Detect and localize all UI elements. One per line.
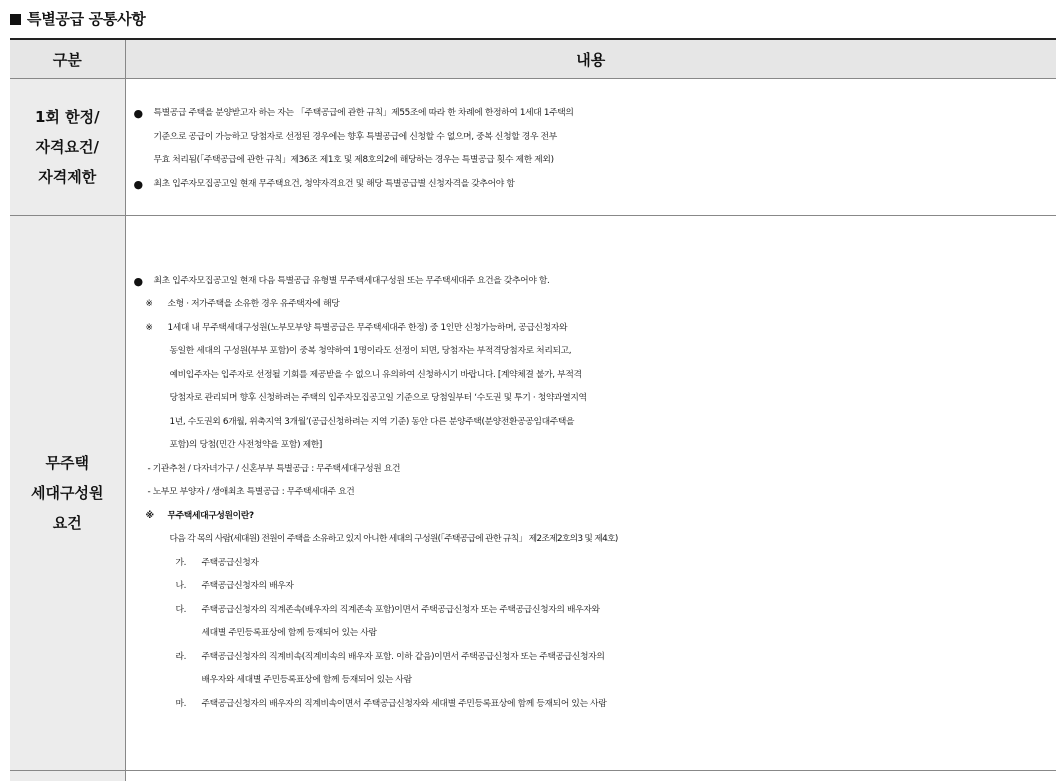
section-title-text: 특별공급 공통사항 <box>27 10 145 28</box>
list-item <box>126 599 1057 623</box>
definition-title <box>126 505 1057 529</box>
common-matters-table <box>10 38 1056 781</box>
row-label-next <box>10 771 125 781</box>
bullet-icon: ● <box>134 270 143 294</box>
header-category: 구분 <box>10 39 125 79</box>
text-line: 기관추천 / 다자녀가구 / 신혼부부 특별공급 : 무주택세대구성원 요건 <box>153 464 400 474</box>
text-line: 무효 처리됨(「주택공급에 관한 규칙」제36조 제1호 및 제8호의2에 해당하는 경우는 특별공급 횟수 제한 제외) <box>126 149 1057 173</box>
text-line: 최초 입주자모집공고일 현재 다음 특별공급 유형별 무주택세대구성원 또는 무주택세대주 요건을 갖추어야 함. <box>154 276 550 286</box>
text-line: 무주택세대구성원이란? <box>168 511 254 521</box>
definition-text: 다음 각 목의 사람(세대원) 전원이 주택을 소유하고 있지 아니한 세대의 구성원(「주택공급에 관한 규칙」 제2조제2호의3 및 제4호) <box>126 528 1057 552</box>
text-line: 세대별 주민등록표상에 함께 등재되어 있는 사람 <box>126 622 1057 646</box>
label-line: 요건 <box>10 508 125 538</box>
header-content: 내용 <box>125 39 1056 79</box>
text-line: 노부모 부양자 / 생애최초 특별공급 : 무주택세대주 요건 <box>153 487 355 497</box>
text-line: 소형 · 저가주택을 소유한 경우 유주택자에 해당 <box>168 299 340 309</box>
text-line: 당첨자로 관리되며 향후 신청하려는 주택의 입주자모집공고일 기준으로 당첨일부터 ‘수도권 및 투기 · 청약과열지역 <box>126 387 1057 411</box>
label-line: 자격제한 <box>10 162 125 192</box>
text-line: 1세대 내 무주택세대구성원(노부모부양 특별공급은 무주택세대주 한정) 중 1인만 신청가능하며, 공급신청자와 <box>168 323 568 333</box>
text-line: 동일한 세대의 구성원(부부 포함)이 중복 청약하여 1명이라도 선정이 되면, 당첨자는 부적격당첨자로 처리되고, <box>126 340 1057 364</box>
list-item <box>126 646 1057 670</box>
row-content-limit <box>125 79 1056 216</box>
item-mark: 다. <box>176 599 202 623</box>
dash-mark: - <box>148 464 151 474</box>
list-item <box>126 575 1057 599</box>
row-label-limit <box>10 79 125 216</box>
note-mark-icon: ※ <box>146 293 168 317</box>
text-line: 포함)의 당첨(민간 사전청약을 포함) 제한] <box>126 434 1057 458</box>
bullet-icon: ● <box>134 102 143 126</box>
text-line: 예비입주자는 입주자로 선정될 기회를 제공받을 수 없으니 유의하여 신청하시기 바랍니다. [계약체결 불가, 부적격 <box>126 364 1057 388</box>
row-content-homeless <box>125 216 1056 771</box>
section-title <box>10 6 145 32</box>
text-line: 주택공급신청자의 직계비속(직계비속의 배우자 포함. 이하 같음)이면서 주택공급신청자 또는 주택공급신청자의 <box>202 652 605 662</box>
item-mark: 가. <box>176 552 202 576</box>
note-item <box>126 293 1057 317</box>
text-line: 주택공급신청자의 직계존속(배우자의 직계존속 포함)이면서 주택공급신청자 또는 주택공급신청자의 배우자와 <box>202 605 600 615</box>
square-bullet-icon <box>10 14 21 25</box>
row-content-next <box>125 771 1056 781</box>
list-item <box>126 173 1057 197</box>
bullet-icon: ● <box>134 173 143 197</box>
label-line: 세대구성원 <box>10 478 125 508</box>
table-row <box>10 79 1056 216</box>
text-line: 주택공급신청자의 배우자의 직계비속이면서 주택공급신청자와 세대별 주민등록표상에 함께 등재되어 있는 사람 <box>202 699 607 709</box>
dash-item <box>126 481 1057 505</box>
table-row <box>10 771 1056 781</box>
note-mark-icon: ※ <box>146 505 168 529</box>
list-item <box>126 270 1057 294</box>
text-line: 기준으로 공급이 가능하고 당첨자로 선정된 경우에는 향후 특별공급에 신청할 수 없으며, 중복 신청할 경우 전부 <box>126 126 1057 150</box>
item-mark: 마. <box>176 693 202 717</box>
dash-mark: - <box>148 487 151 497</box>
label-line: 1회 한정/ <box>10 102 125 132</box>
text-line: 특별공급 주택을 분양받고자 하는 자는 「주택공급에 관한 규칙」제55조에 따라 한 차례에 한정하여 1세대 1주택의 <box>154 108 574 118</box>
text-line: 주택공급신청자의 배우자 <box>202 581 294 591</box>
dash-item <box>126 458 1057 482</box>
note-mark-icon: ※ <box>146 317 168 341</box>
table-row <box>10 216 1056 771</box>
text-line: 주택공급신청자 <box>202 558 259 568</box>
list-item <box>126 102 1057 126</box>
row-label-homeless <box>10 216 125 771</box>
item-mark: 라. <box>176 646 202 670</box>
text-line: 배우자와 세대별 주민등록표상에 함께 등재되어 있는 사람 <box>126 669 1057 693</box>
item-mark: 나. <box>176 575 202 599</box>
label-line: 자격요건/ <box>10 132 125 162</box>
list-item <box>126 693 1057 717</box>
text-line: 1년, 수도권외 6개월, 위축지역 3개월’(공급신청하려는 지역 기준) 동안 다른 분양주택(분양전환공공임대주택을 <box>126 411 1057 435</box>
label-line: 무주택 <box>10 448 125 478</box>
text-line: 최초 입주자모집공고일 현재 무주택요건, 청약자격요건 및 해당 특별공급별 신청자격을 갖추어야 함 <box>154 179 515 189</box>
note-item <box>126 317 1057 341</box>
header-row <box>10 39 1056 79</box>
list-item <box>126 552 1057 576</box>
